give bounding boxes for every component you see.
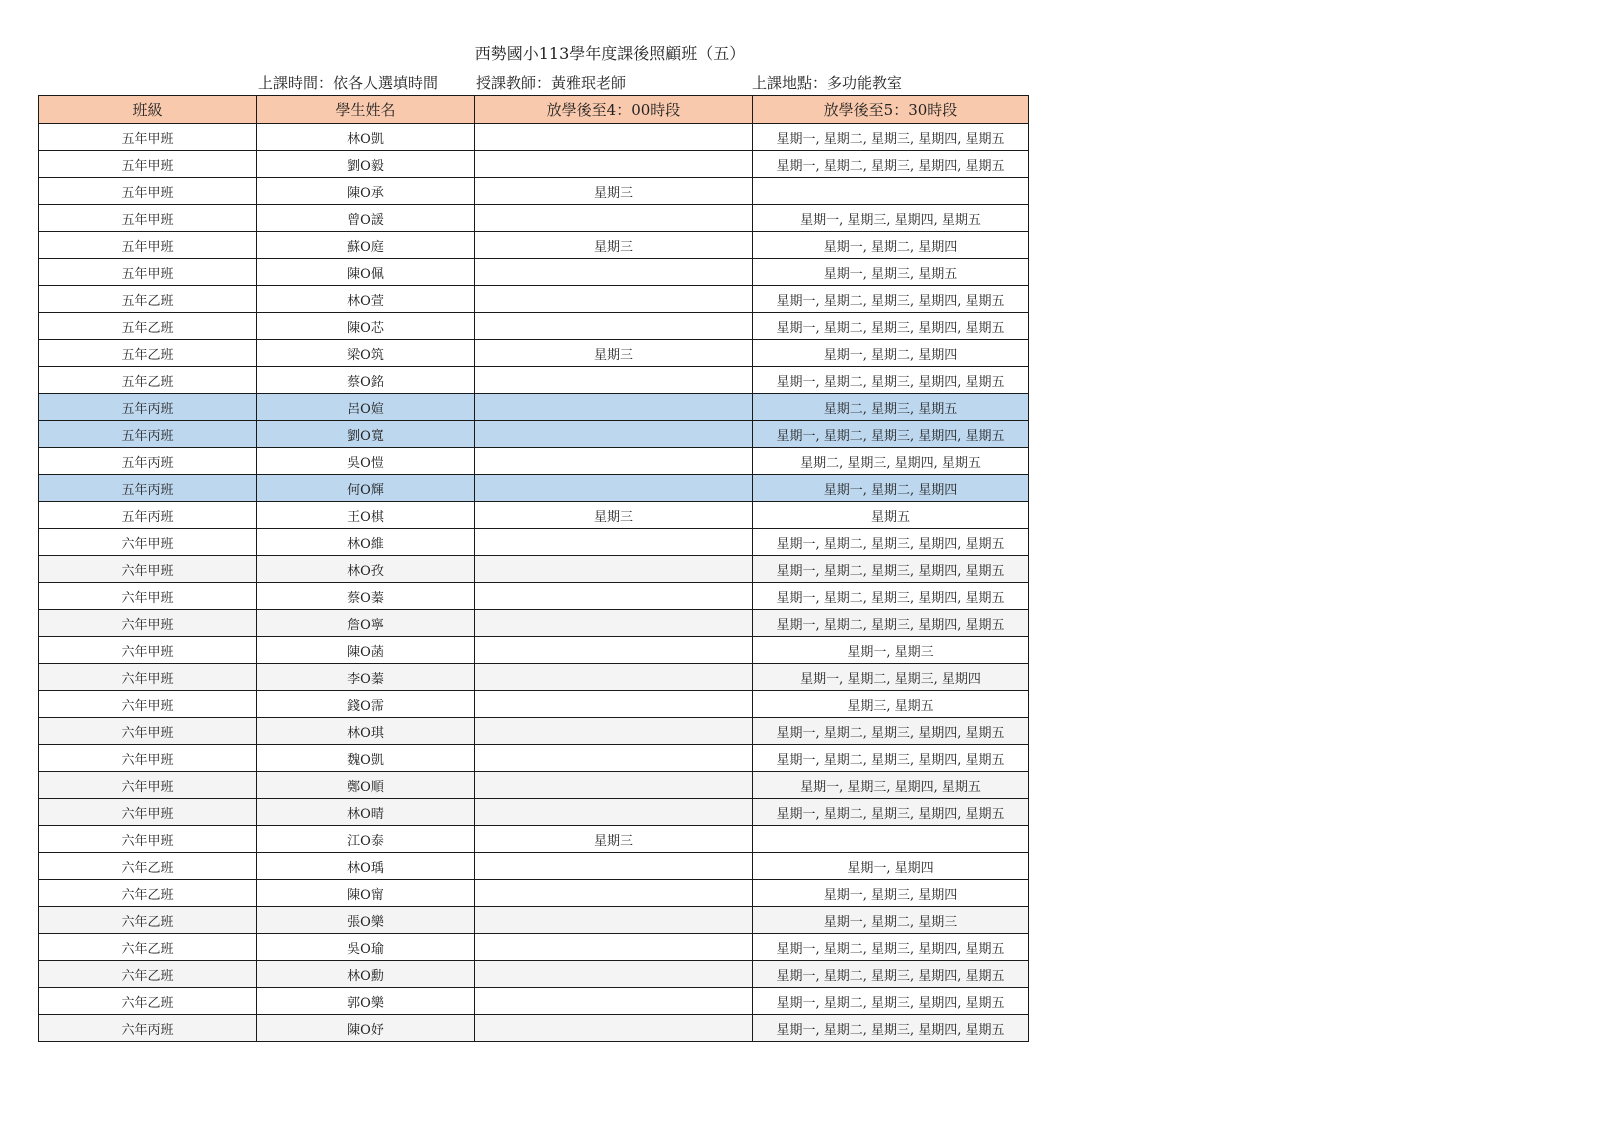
table-row: [39, 637, 1029, 664]
class-cell: 六年甲班: [39, 556, 257, 583]
class-time-info: 上課時間：依各人選填時間: [258, 74, 439, 92]
slot-530pm-cell: 星期一, 星期二, 星期三, 星期四, 星期五: [753, 961, 1029, 988]
table-row: [39, 853, 1029, 880]
student-name-cell: 何O輝: [257, 475, 475, 502]
class-cell: 五年甲班: [39, 151, 257, 178]
slot-530pm-cell: 星期一, 星期四: [753, 853, 1029, 880]
class-cell: 六年乙班: [39, 961, 257, 988]
slot-530pm-cell: 星期一, 星期二, 星期三, 星期四, 星期五: [753, 745, 1029, 772]
table-row: [39, 394, 1029, 421]
student-name-cell: 梁O筑: [257, 340, 475, 367]
slot-4pm-cell: 星期三: [475, 178, 753, 205]
class-cell: 六年甲班: [39, 583, 257, 610]
student-name-cell: 陳O佩: [257, 259, 475, 286]
slot-4pm-cell: 星期三: [475, 232, 753, 259]
document-title: 西勢國小113學年度課後照顧班（五）: [474, 44, 746, 63]
slot-530pm-cell: 星期一, 星期二, 星期三, 星期四, 星期五: [753, 556, 1029, 583]
class-cell: 五年乙班: [39, 340, 257, 367]
slot-530pm-cell: 星期一, 星期二, 星期三, 星期四, 星期五: [753, 313, 1029, 340]
slot-530pm-cell: 星期一, 星期二, 星期三, 星期四, 星期五: [753, 367, 1029, 394]
column-header-class: 班級: [39, 96, 257, 124]
slot-4pm-cell: [475, 934, 753, 961]
slot-4pm-cell: [475, 907, 753, 934]
class-cell: 五年乙班: [39, 367, 257, 394]
slot-530pm-cell: 星期一, 星期二, 星期三, 星期四, 星期五: [753, 151, 1029, 178]
class-cell: 六年丙班: [39, 1015, 257, 1042]
slot-4pm-cell: [475, 637, 753, 664]
slot-530pm-cell: 星期一, 星期二, 星期三, 星期四, 星期五: [753, 286, 1029, 313]
slot-530pm-cell: 星期一, 星期二, 星期四: [753, 340, 1029, 367]
table-row: [39, 907, 1029, 934]
table-row: [39, 367, 1029, 394]
table-row: [39, 718, 1029, 745]
slot-4pm-cell: [475, 205, 753, 232]
student-name-cell: 劉O寬: [257, 421, 475, 448]
slot-530pm-cell: 星期一, 星期二, 星期三: [753, 907, 1029, 934]
teacher-info: 授課教師：黃雅珉老師: [476, 74, 627, 92]
class-cell: 六年乙班: [39, 907, 257, 934]
table-row: [39, 583, 1029, 610]
student-name-cell: 陳O甯: [257, 880, 475, 907]
slot-4pm-cell: [475, 1015, 753, 1042]
student-name-cell: 郭O樂: [257, 988, 475, 1015]
table-row: [39, 529, 1029, 556]
class-cell: 五年甲班: [39, 205, 257, 232]
student-name-cell: 林O琪: [257, 718, 475, 745]
slot-530pm-cell: 星期一, 星期二, 星期三, 星期四, 星期五: [753, 934, 1029, 961]
slot-4pm-cell: [475, 151, 753, 178]
class-cell: 五年甲班: [39, 124, 257, 151]
table-row: [39, 232, 1029, 259]
slot-530pm-cell: [753, 826, 1029, 853]
slot-4pm-cell: [475, 313, 753, 340]
student-name-cell: 劉O毅: [257, 151, 475, 178]
slot-4pm-cell: [475, 691, 753, 718]
table-row: [39, 664, 1029, 691]
slot-4pm-cell: [475, 475, 753, 502]
student-name-cell: 林O瑀: [257, 853, 475, 880]
table-row: [39, 799, 1029, 826]
slot-530pm-cell: 星期一, 星期二, 星期三, 星期四: [753, 664, 1029, 691]
roster-body: [39, 124, 1029, 1042]
slot-530pm-cell: 星期一, 星期二, 星期四: [753, 475, 1029, 502]
table-row: [39, 772, 1029, 799]
class-cell: 五年乙班: [39, 313, 257, 340]
class-cell: 六年甲班: [39, 718, 257, 745]
slot-4pm-cell: [475, 961, 753, 988]
table-row: [39, 448, 1029, 475]
class-cell: 五年乙班: [39, 286, 257, 313]
slot-530pm-cell: 星期一, 星期二, 星期三, 星期四, 星期五: [753, 583, 1029, 610]
slot-530pm-cell: 星期一, 星期二, 星期三, 星期四, 星期五: [753, 718, 1029, 745]
slot-4pm-cell: [475, 394, 753, 421]
table-row: [39, 313, 1029, 340]
slot-530pm-cell: 星期一, 星期二, 星期三, 星期四, 星期五: [753, 529, 1029, 556]
slot-530pm-cell: 星期一, 星期二, 星期三, 星期四, 星期五: [753, 124, 1029, 151]
student-name-cell: 陳O芯: [257, 313, 475, 340]
slot-530pm-cell: 星期二, 星期三, 星期五: [753, 394, 1029, 421]
slot-4pm-cell: [475, 583, 753, 610]
class-cell: 六年甲班: [39, 799, 257, 826]
student-name-cell: 詹O寧: [257, 610, 475, 637]
student-name-cell: 錢O霈: [257, 691, 475, 718]
table-row: [39, 745, 1029, 772]
class-cell: 六年乙班: [39, 880, 257, 907]
student-name-cell: 蔡O蓁: [257, 583, 475, 610]
student-name-cell: 蔡O銘: [257, 367, 475, 394]
class-cell: 五年甲班: [39, 178, 257, 205]
slot-530pm-cell: 星期五: [753, 502, 1029, 529]
slot-4pm-cell: [475, 718, 753, 745]
table-row: [39, 934, 1029, 961]
slot-4pm-cell: 星期三: [475, 502, 753, 529]
class-cell: 五年甲班: [39, 259, 257, 286]
student-name-cell: 蘇O庭: [257, 232, 475, 259]
student-name-cell: 林O孜: [257, 556, 475, 583]
class-cell: 五年丙班: [39, 394, 257, 421]
slot-4pm-cell: [475, 988, 753, 1015]
slot-530pm-cell: 星期一, 星期二, 星期三, 星期四, 星期五: [753, 610, 1029, 637]
table-row: [39, 475, 1029, 502]
class-cell: 五年丙班: [39, 421, 257, 448]
class-cell: 五年丙班: [39, 448, 257, 475]
student-name-cell: 張O樂: [257, 907, 475, 934]
table-row: [39, 205, 1029, 232]
slot-4pm-cell: [475, 772, 753, 799]
slot-4pm-cell: [475, 853, 753, 880]
student-name-cell: 江O泰: [257, 826, 475, 853]
class-cell: 六年甲班: [39, 529, 257, 556]
table-row: [39, 286, 1029, 313]
roster-table: [38, 95, 1029, 1042]
slot-4pm-cell: [475, 286, 753, 313]
table-row: [39, 988, 1029, 1015]
table-row: [39, 826, 1029, 853]
table-row: [39, 340, 1029, 367]
class-cell: 六年乙班: [39, 853, 257, 880]
slot-530pm-cell: 星期一, 星期二, 星期三, 星期四, 星期五: [753, 988, 1029, 1015]
student-name-cell: 李O蓁: [257, 664, 475, 691]
student-name-cell: 林O晴: [257, 799, 475, 826]
student-name-cell: 王O棋: [257, 502, 475, 529]
slot-4pm-cell: [475, 421, 753, 448]
class-cell: 六年甲班: [39, 637, 257, 664]
table-row: [39, 961, 1029, 988]
slot-4pm-cell: [475, 529, 753, 556]
class-cell: 六年甲班: [39, 772, 257, 799]
student-name-cell: 陳O妤: [257, 1015, 475, 1042]
class-cell: 六年甲班: [39, 745, 257, 772]
slot-530pm-cell: 星期一, 星期三, 星期四, 星期五: [753, 205, 1029, 232]
column-header-slot-530pm: 放學後至5：30時段: [753, 96, 1029, 124]
student-name-cell: 陳O菡: [257, 637, 475, 664]
class-cell: 六年甲班: [39, 664, 257, 691]
student-name-cell: 林O勳: [257, 961, 475, 988]
class-cell: 六年甲班: [39, 691, 257, 718]
slot-4pm-cell: [475, 799, 753, 826]
table-header-row: [39, 96, 1029, 124]
slot-530pm-cell: 星期三, 星期五: [753, 691, 1029, 718]
table-row: [39, 124, 1029, 151]
slot-530pm-cell: 星期一, 星期二, 星期三, 星期四, 星期五: [753, 421, 1029, 448]
table-row: [39, 1015, 1029, 1042]
slot-4pm-cell: [475, 610, 753, 637]
slot-4pm-cell: [475, 124, 753, 151]
student-name-cell: 呂O媗: [257, 394, 475, 421]
student-name-cell: 吳O瑜: [257, 934, 475, 961]
class-cell: 六年甲班: [39, 610, 257, 637]
slot-530pm-cell: 星期一, 星期三, 星期四: [753, 880, 1029, 907]
student-name-cell: 林O維: [257, 529, 475, 556]
slot-4pm-cell: [475, 664, 753, 691]
student-name-cell: 曾O諼: [257, 205, 475, 232]
slot-530pm-cell: 星期一, 星期三, 星期五: [753, 259, 1029, 286]
slot-530pm-cell: 星期一, 星期三: [753, 637, 1029, 664]
slot-4pm-cell: [475, 880, 753, 907]
table-row: [39, 259, 1029, 286]
class-cell: 五年丙班: [39, 502, 257, 529]
column-header-name: 學生姓名: [257, 96, 475, 124]
student-name-cell: 陳O承: [257, 178, 475, 205]
slot-530pm-cell: 星期一, 星期三, 星期四, 星期五: [753, 772, 1029, 799]
slot-530pm-cell: 星期一, 星期二, 星期三, 星期四, 星期五: [753, 799, 1029, 826]
slot-530pm-cell: 星期一, 星期二, 星期四: [753, 232, 1029, 259]
table-row: [39, 610, 1029, 637]
table-row: [39, 502, 1029, 529]
column-header-slot-4pm: 放學後至4：00時段: [475, 96, 753, 124]
student-name-cell: 林O凱: [257, 124, 475, 151]
slot-530pm-cell: 星期一, 星期二, 星期三, 星期四, 星期五: [753, 1015, 1029, 1042]
slot-4pm-cell: [475, 259, 753, 286]
slot-4pm-cell: 星期三: [475, 826, 753, 853]
class-cell: 六年乙班: [39, 988, 257, 1015]
student-name-cell: 鄭O順: [257, 772, 475, 799]
slot-4pm-cell: [475, 448, 753, 475]
slot-530pm-cell: [753, 178, 1029, 205]
class-cell: 五年甲班: [39, 232, 257, 259]
slot-4pm-cell: [475, 745, 753, 772]
table-row: [39, 691, 1029, 718]
table-row: [39, 178, 1029, 205]
slot-4pm-cell: [475, 556, 753, 583]
slot-4pm-cell: [475, 367, 753, 394]
slot-530pm-cell: 星期二, 星期三, 星期四, 星期五: [753, 448, 1029, 475]
class-cell: 六年甲班: [39, 826, 257, 853]
slot-4pm-cell: 星期三: [475, 340, 753, 367]
student-name-cell: 魏O凱: [257, 745, 475, 772]
class-cell: 六年乙班: [39, 934, 257, 961]
table-row: [39, 880, 1029, 907]
location-info: 上課地點：多功能教室: [752, 74, 903, 92]
student-name-cell: 林O萱: [257, 286, 475, 313]
student-name-cell: 吳O愷: [257, 448, 475, 475]
class-cell: 五年丙班: [39, 475, 257, 502]
table-row: [39, 556, 1029, 583]
table-row: [39, 151, 1029, 178]
table-row: [39, 421, 1029, 448]
